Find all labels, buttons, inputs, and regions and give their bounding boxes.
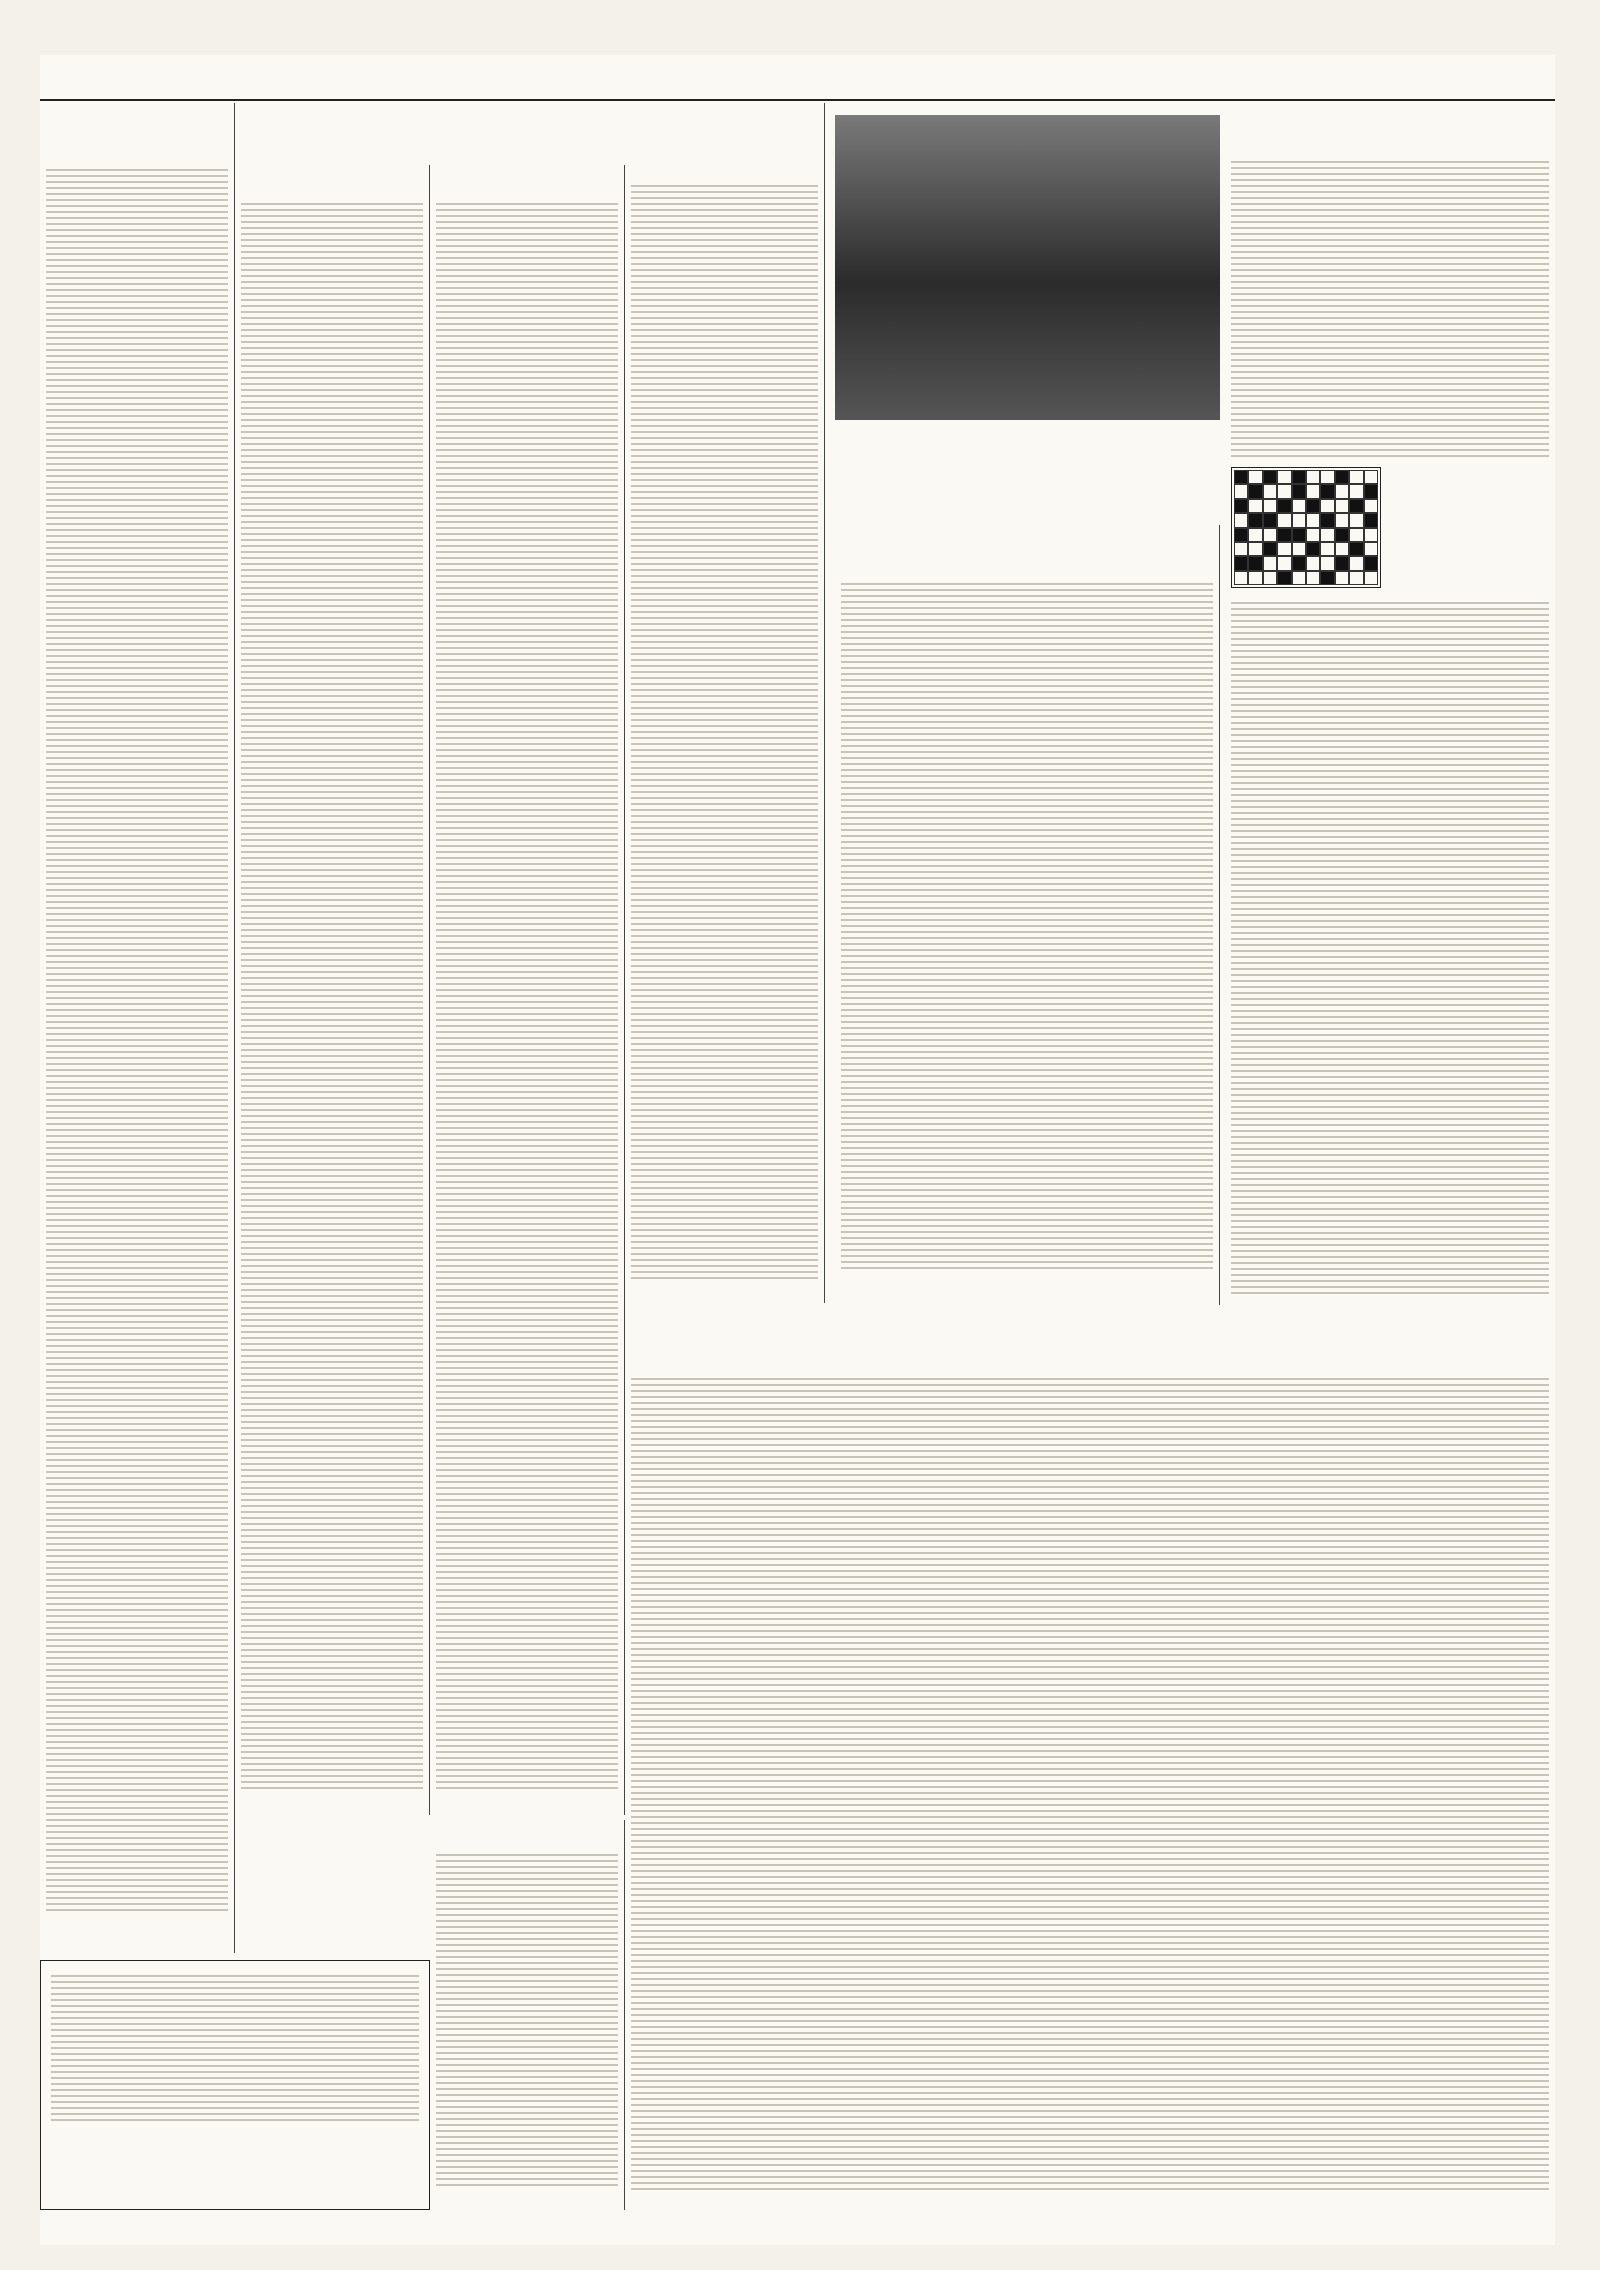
page-header bbox=[40, 55, 1555, 101]
column-1 bbox=[40, 103, 235, 1953]
serial-text bbox=[631, 1374, 1549, 2194]
ministry-notice bbox=[430, 1820, 625, 2210]
column-4-title bbox=[631, 123, 818, 181]
sidebar-lower-text bbox=[1231, 598, 1549, 1298]
school-ad bbox=[40, 1960, 430, 2210]
boat-photo bbox=[835, 115, 1220, 420]
sidebar-text bbox=[1231, 157, 1549, 457]
ministry-title bbox=[436, 1824, 618, 1850]
masthead-title bbox=[46, 107, 228, 165]
column-2 bbox=[235, 165, 430, 1815]
column-4 bbox=[625, 103, 825, 1303]
books-feature bbox=[835, 525, 1220, 1305]
radio-title bbox=[241, 169, 423, 199]
sidebar bbox=[1225, 103, 1555, 1313]
column-3 bbox=[430, 165, 625, 1815]
serial-novel bbox=[625, 1320, 1555, 2210]
books-title bbox=[841, 529, 1213, 579]
sidebar-title bbox=[1231, 107, 1549, 157]
column-4-text bbox=[631, 181, 818, 1281]
newspaper-page bbox=[40, 55, 1555, 2245]
column-4-kicker bbox=[631, 107, 818, 123]
column-3-text bbox=[436, 199, 618, 1789]
feature-text bbox=[841, 579, 1213, 1269]
theatres-title bbox=[436, 169, 618, 199]
column-1-text bbox=[46, 165, 228, 1915]
serial-title bbox=[631, 1324, 1549, 1374]
column-2-text bbox=[241, 199, 423, 1789]
school-text bbox=[51, 1971, 419, 2121]
crossword-grid bbox=[1231, 467, 1381, 588]
ministry-text bbox=[436, 1850, 618, 2190]
